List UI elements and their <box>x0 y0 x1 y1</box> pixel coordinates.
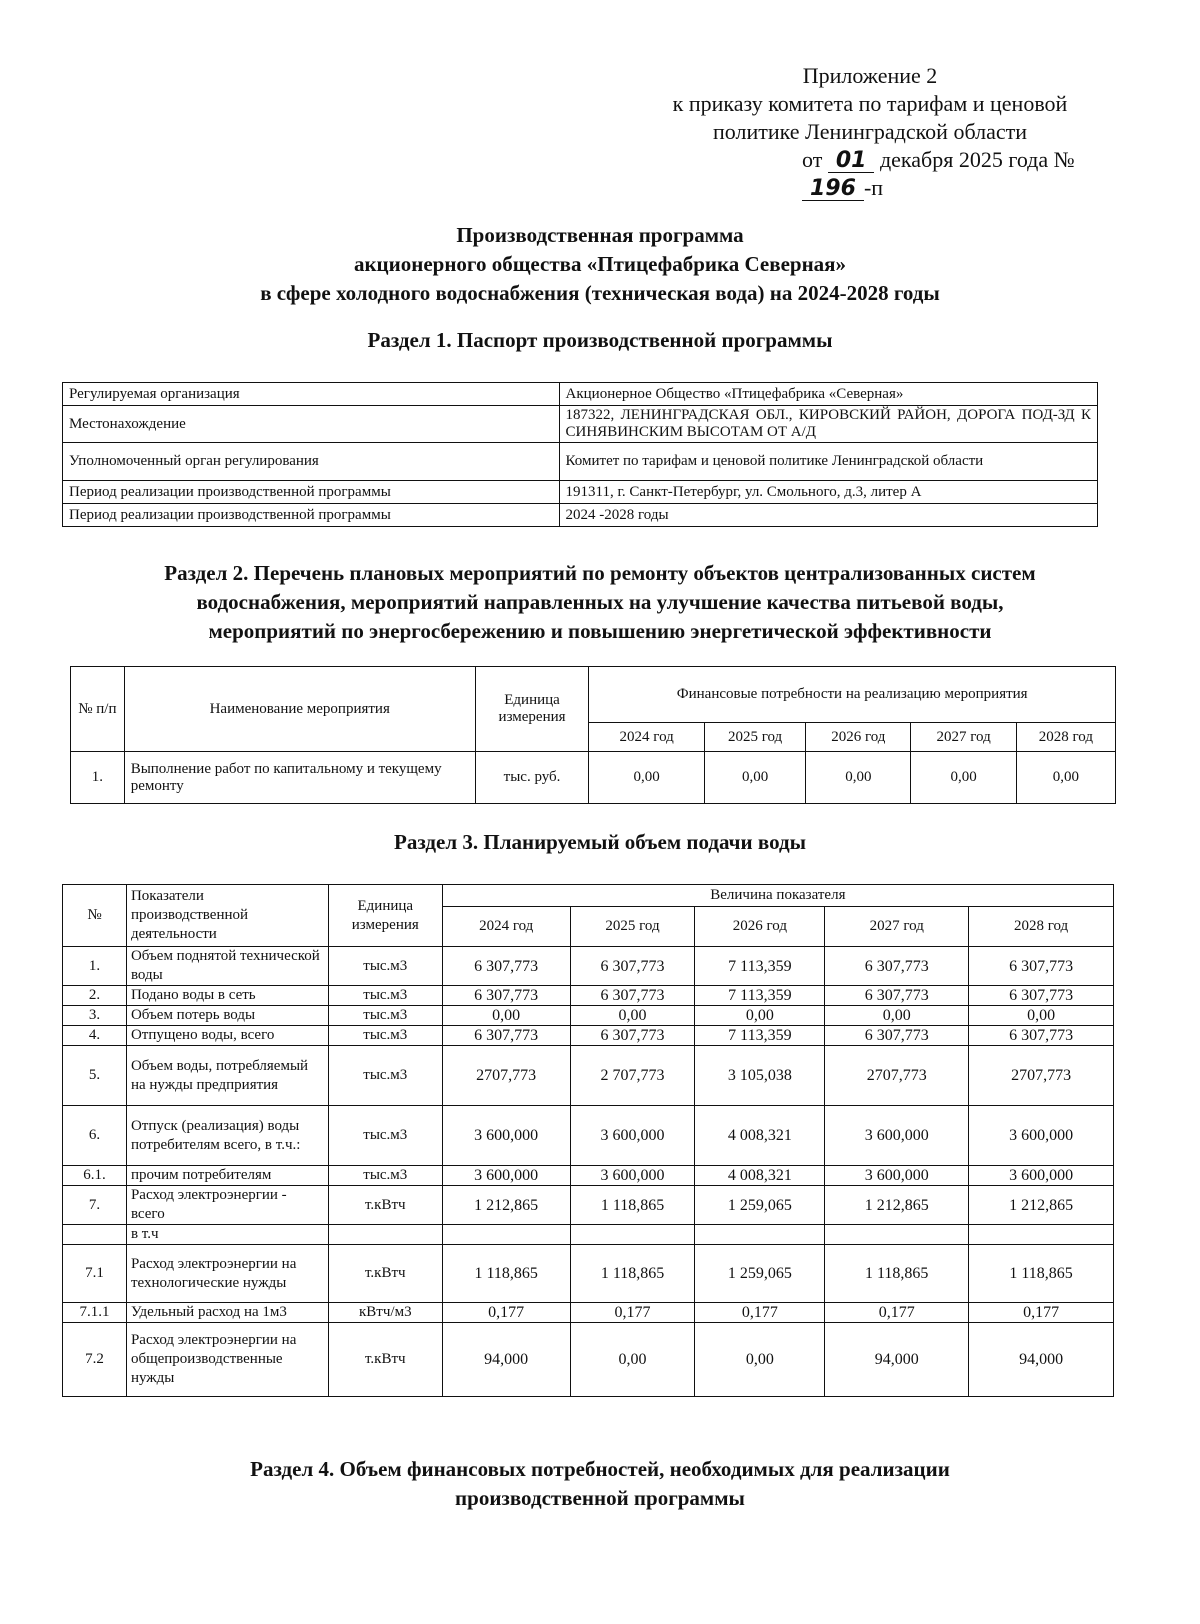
title-line-1: Производственная программа <box>456 223 744 247</box>
value-cell: 4 008,321 <box>695 1106 825 1166</box>
value-cell: 0,00 <box>442 1006 570 1026</box>
value-cell <box>969 1225 1114 1245</box>
value-cell: 1 118,865 <box>570 1186 695 1225</box>
value-cell: 0,177 <box>570 1303 695 1323</box>
indicator-name: Отпущено воды, всего <box>126 1026 328 1046</box>
section-1-heading: Раздел 1. Паспорт производственной программы <box>367 328 833 352</box>
indicator-name: Расход электроэнергии на общепроизводственные нужды <box>126 1323 328 1397</box>
value-cell: 0,00 <box>695 1323 825 1397</box>
col-unit-header: Единица измерения <box>328 885 442 947</box>
value-cell: 2707,773 <box>969 1046 1114 1106</box>
unit: тыс.м3 <box>328 947 442 986</box>
indicator-name: Расход электроэнергии на технологические нужды <box>126 1245 328 1303</box>
value-cell: 1 212,865 <box>825 1186 969 1225</box>
col-unit-header: Единица измерения <box>475 667 589 752</box>
value-cell: 6 307,773 <box>825 947 969 986</box>
passport-label: Уполномоченный орган регулирования <box>63 443 560 481</box>
water-supply-table <box>62 884 1114 1397</box>
value-cell: 6 307,773 <box>825 986 969 1006</box>
year-header: 2024 год <box>442 907 570 947</box>
table-row <box>63 1026 1114 1046</box>
value-cell: 6 307,773 <box>442 1026 570 1046</box>
activities-table <box>70 666 1116 804</box>
value-cell: 7 113,359 <box>695 986 825 1006</box>
row-number <box>63 1225 127 1245</box>
value-cell: 6 307,773 <box>969 986 1114 1006</box>
table-row <box>63 947 1114 986</box>
year-header: 2027 год <box>825 907 969 947</box>
section-4-heading-line-1: Раздел 4. Объем финансовых потребностей, необходимых для реализации <box>250 1457 950 1481</box>
unit: тыс.м3 <box>328 1026 442 1046</box>
unit: тыс.м3 <box>328 1046 442 1106</box>
table-row <box>63 1046 1114 1106</box>
table-row <box>63 1186 1114 1225</box>
value-cell: 1 259,065 <box>695 1245 825 1303</box>
year-header: 2025 год <box>570 907 695 947</box>
value-cell: 6 307,773 <box>969 1026 1114 1046</box>
value-cell <box>825 1225 969 1245</box>
value-cell: 1 118,865 <box>570 1245 695 1303</box>
value-cell: 94,000 <box>969 1323 1114 1397</box>
table-row <box>63 1166 1114 1186</box>
title-line-3: в сфере холодного водоснабжения (техническая вода) на 2024-2028 годы <box>260 281 940 305</box>
unit: тыс.м3 <box>328 1106 442 1166</box>
value-cell: 0,177 <box>969 1303 1114 1323</box>
value-cell: 3 105,038 <box>695 1046 825 1106</box>
value-cell: 94,000 <box>442 1323 570 1397</box>
value-cell: 4 008,321 <box>695 1166 825 1186</box>
indicator-name: в т.ч <box>126 1225 328 1245</box>
col-indicator-header: Показатели производственной деятельности <box>126 885 328 947</box>
value-cell: 6 307,773 <box>969 947 1114 986</box>
value-cell: 0,177 <box>442 1303 570 1323</box>
value-cell: 3 600,000 <box>442 1106 570 1166</box>
indicator-name: Объем поднятой технической воды <box>126 947 328 986</box>
section-2-heading-line-3: мероприятий по энергосбережению и повышению энергетической эффективности <box>208 619 992 643</box>
row-number: 7.1 <box>63 1245 127 1303</box>
table-row <box>63 1323 1114 1397</box>
value-cell: 7 113,359 <box>695 1026 825 1046</box>
value-cell: 2 707,773 <box>570 1046 695 1106</box>
year-header: 2026 год <box>695 907 825 947</box>
value-cell: 3 600,000 <box>969 1166 1114 1186</box>
value-cell: 0,00 <box>589 752 705 804</box>
unit: тыс.м3 <box>328 1006 442 1026</box>
row-number: 2. <box>63 986 127 1006</box>
value-cell: 0,177 <box>825 1303 969 1323</box>
value-cell: 1 118,865 <box>825 1245 969 1303</box>
section-2-heading <box>0 559 1200 646</box>
table-row <box>63 986 1114 1006</box>
unit: т.кВтч <box>328 1186 442 1225</box>
section-3-heading: Раздел 3. Планируемый объем подачи воды <box>394 830 806 854</box>
unit: кВтч/м3 <box>328 1303 442 1323</box>
passport-table <box>62 382 1098 527</box>
date-suffix: -п <box>863 175 884 200</box>
year-header: 2028 год <box>969 907 1114 947</box>
table-row <box>71 752 1116 804</box>
table-row <box>63 1245 1114 1303</box>
value-cell: 0,00 <box>570 1323 695 1397</box>
row-number: 1. <box>63 947 127 986</box>
value-cell: 1 118,865 <box>442 1245 570 1303</box>
value-cell: 3 600,000 <box>570 1166 695 1186</box>
value-cell: 0,00 <box>570 1006 695 1026</box>
value-cell <box>695 1225 825 1245</box>
row-number: 6.1. <box>63 1166 127 1186</box>
indicator-name: Удельный расход на 1м3 <box>126 1303 328 1323</box>
value-cell: 1 118,865 <box>969 1245 1114 1303</box>
row-number: 7.2 <box>63 1323 127 1397</box>
date-middle: декабря 2025 года № <box>879 147 1075 172</box>
col-financial-needs-header: Финансовые потребности на реализацию мероприятия <box>589 667 1116 723</box>
indicator-name: Объем воды, потребляемый на нужды предприятия <box>126 1046 328 1106</box>
row-number: 1. <box>71 752 125 804</box>
handwritten-order-number: 196 <box>802 178 864 201</box>
row-number: 3. <box>63 1006 127 1026</box>
unit: т.кВтч <box>328 1323 442 1397</box>
passport-row <box>63 443 1098 481</box>
value-cell: 0,00 <box>911 752 1016 804</box>
value-cell: 0,00 <box>704 752 805 804</box>
indicator-name: прочим потребителям <box>126 1166 328 1186</box>
indicator-name: Расход электроэнергии - всего <box>126 1186 328 1225</box>
appendix-header <box>640 62 1100 202</box>
passport-label: Местонахождение <box>63 406 560 443</box>
indicator-name: Отпуск (реализация) воды потребителям всего, в т.ч.: <box>126 1106 328 1166</box>
passport-row <box>63 383 1098 406</box>
col-indicator-value-header: Величина показателя <box>442 885 1113 907</box>
unit: тыс.м3 <box>328 986 442 1006</box>
value-cell: 0,00 <box>969 1006 1114 1026</box>
appendix-title: Приложение 2 <box>802 63 938 88</box>
indicator-name: Подано воды в сеть <box>126 986 328 1006</box>
unit: тыс.м3 <box>328 1166 442 1186</box>
value-cell: 94,000 <box>825 1323 969 1397</box>
appendix-line-2: к приказу комитета по тарифам и ценовой <box>672 91 1068 116</box>
date-prefix: от <box>802 147 823 172</box>
passport-value: 191311, г. Санкт-Петербург, ул. Смольного, д.3, литер А <box>559 481 1097 504</box>
col-number-header: № <box>63 885 127 947</box>
value-cell: 6 307,773 <box>570 947 695 986</box>
unit: тыс. руб. <box>475 752 589 804</box>
section-2-heading-line-2: водоснабжения, мероприятий направленных на улучшение качества питьевой воды, <box>196 590 1004 614</box>
handwritten-day: 01 <box>828 150 875 173</box>
table-row <box>63 1225 1114 1245</box>
value-cell: 0,00 <box>695 1006 825 1026</box>
value-cell: 0,00 <box>1016 752 1115 804</box>
value-cell <box>442 1225 570 1245</box>
col-activity-name-header: Наименование мероприятия <box>124 667 475 752</box>
value-cell: 6 307,773 <box>825 1026 969 1046</box>
year-header: 2027 год <box>911 723 1016 752</box>
unit <box>328 1225 442 1245</box>
passport-value: Комитет по тарифам и ценовой политике Ленинградской области <box>559 443 1097 481</box>
year-header: 2026 год <box>806 723 911 752</box>
value-cell: 6 307,773 <box>442 986 570 1006</box>
year-header: 2024 год <box>589 723 705 752</box>
section-4-heading <box>0 1455 1200 1513</box>
passport-row <box>63 481 1098 504</box>
value-cell: 3 600,000 <box>570 1106 695 1166</box>
activity-name: Выполнение работ по капитальному и текущему ремонту <box>124 752 475 804</box>
row-number: 5. <box>63 1046 127 1106</box>
value-cell: 6 307,773 <box>570 986 695 1006</box>
passport-row <box>63 504 1098 527</box>
value-cell: 1 212,865 <box>969 1186 1114 1225</box>
value-cell: 2707,773 <box>825 1046 969 1106</box>
table-row <box>63 1106 1114 1166</box>
value-cell: 2707,773 <box>442 1046 570 1106</box>
passport-row <box>63 406 1098 443</box>
title-line-2: акционерного общества «Птицефабрика Северная» <box>353 252 847 276</box>
unit: т.кВтч <box>328 1245 442 1303</box>
col-number-header: № п/п <box>71 667 125 752</box>
passport-value: Акционерное Общество «Птицефабрика «Северная» <box>559 383 1097 406</box>
row-number: 4. <box>63 1026 127 1046</box>
value-cell: 1 259,065 <box>695 1186 825 1225</box>
section-2-heading-line-1: Раздел 2. Перечень плановых мероприятий по ремонту объектов централизованных систем <box>164 561 1036 585</box>
document-title <box>0 221 1200 308</box>
row-number: 6. <box>63 1106 127 1166</box>
passport-value: 2024 -2028 годы <box>559 504 1097 527</box>
value-cell: 3 600,000 <box>825 1166 969 1186</box>
year-header: 2025 год <box>704 723 805 752</box>
value-cell: 0,177 <box>695 1303 825 1323</box>
value-cell: 7 113,359 <box>695 947 825 986</box>
table-row <box>63 1006 1114 1026</box>
value-cell <box>570 1225 695 1245</box>
table-row <box>63 1303 1114 1323</box>
order-date-line <box>640 146 1100 202</box>
section-4-heading-line-2: производственной программы <box>455 1486 745 1510</box>
value-cell: 3 600,000 <box>969 1106 1114 1166</box>
passport-label: Период реализации производственной программы <box>63 504 560 527</box>
value-cell: 1 212,865 <box>442 1186 570 1225</box>
value-cell: 3 600,000 <box>442 1166 570 1186</box>
value-cell: 6 307,773 <box>442 947 570 986</box>
value-cell: 6 307,773 <box>570 1026 695 1046</box>
value-cell: 0,00 <box>806 752 911 804</box>
value-cell: 3 600,000 <box>825 1106 969 1166</box>
indicator-name: Объем потерь воды <box>126 1006 328 1026</box>
row-number: 7.1.1 <box>63 1303 127 1323</box>
year-header: 2028 год <box>1016 723 1115 752</box>
passport-value: 187322, ЛЕНИНГРАДСКАЯ ОБЛ., КИРОВСКИЙ РАЙОН, ДОРОГА ПОД-ЗД К СИНЯВИНСКИМ ВЫСОТАМ ОТ А/Д <box>559 406 1097 443</box>
value-cell: 0,00 <box>825 1006 969 1026</box>
passport-label: Период реализации производственной программы <box>63 481 560 504</box>
row-number: 7. <box>63 1186 127 1225</box>
appendix-line-3: политике Ленинградской области <box>712 119 1027 144</box>
passport-label: Регулируемая организация <box>63 383 560 406</box>
